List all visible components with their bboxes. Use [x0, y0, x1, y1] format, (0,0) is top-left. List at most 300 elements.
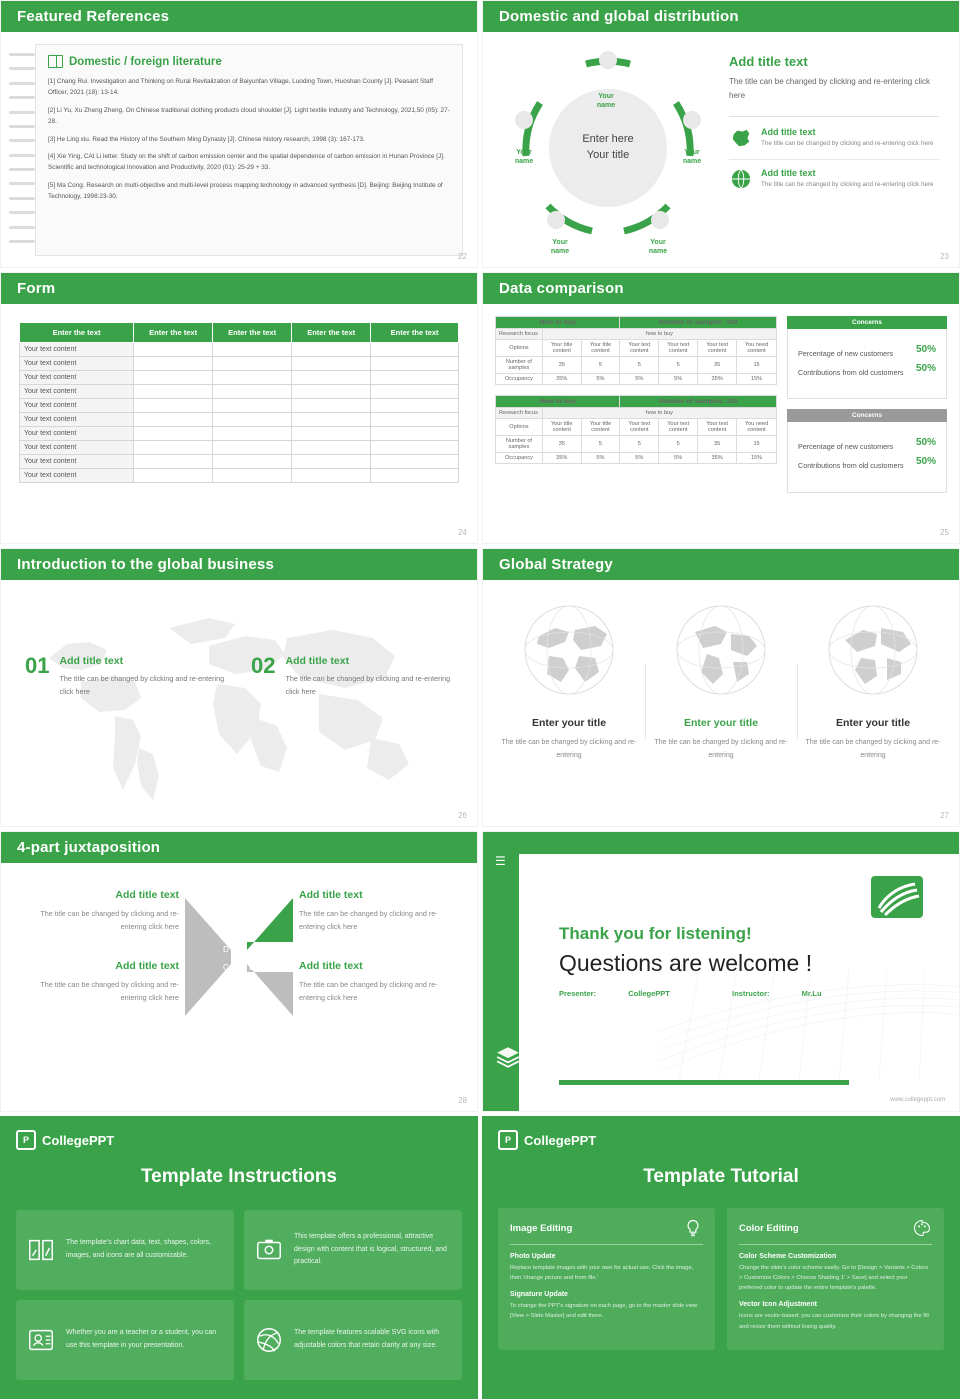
cell: 5%	[581, 453, 620, 464]
table-cell	[292, 455, 371, 469]
tutorial-card	[498, 1208, 715, 1350]
references-body	[1, 32, 477, 256]
strategy-title: Enter your title	[531, 717, 607, 729]
strategy-desc: The title can be changed by clicking and re-entering	[501, 739, 637, 760]
table-row	[20, 441, 459, 455]
concern-label: Contributions from old customers	[798, 461, 904, 471]
table-title-right: Number of samples: 100	[620, 317, 777, 329]
concern-body	[787, 422, 947, 492]
globe-icon	[823, 600, 923, 700]
item-desc: The title can be changed by clicking and re-entering click here	[299, 909, 438, 932]
cell: 5	[581, 357, 620, 374]
slide-featured-references	[0, 0, 478, 268]
slide-global-strategy	[482, 548, 960, 827]
tutorial-card-title: Color Editing	[739, 1222, 799, 1234]
table-row	[496, 419, 777, 436]
node-label-right: Your name	[682, 149, 702, 166]
subtitle-left: Research focus	[496, 408, 543, 419]
slide-header: Global Strategy	[483, 549, 959, 580]
form-table-body	[20, 343, 459, 483]
table-cell: Your text content	[20, 385, 134, 399]
design-icon	[254, 1235, 284, 1265]
table-cell	[292, 399, 371, 413]
cell: 35	[542, 436, 581, 453]
item-title: Add title text	[299, 889, 363, 901]
col-header: Your text content	[620, 340, 659, 357]
divider	[729, 159, 939, 160]
site-url: www.collegeppt.com	[890, 1097, 945, 1103]
table-cell: Your text content	[20, 343, 134, 357]
table-row	[20, 399, 459, 413]
table-title-left: How to buy	[496, 396, 620, 408]
table-cell	[371, 441, 459, 455]
layers-icon-svg	[495, 1044, 521, 1070]
juxt-item	[17, 960, 179, 1005]
table-cell	[213, 371, 292, 385]
strategy-column	[493, 600, 645, 763]
table-cell	[134, 357, 213, 371]
item-desc: The title can be changed by clicking and re-entering click here	[40, 979, 179, 1002]
juxt-item	[299, 889, 461, 934]
col-header: Your text content	[620, 419, 659, 436]
cell: 5	[620, 436, 659, 453]
table-cell	[292, 427, 371, 441]
concern-body	[787, 329, 947, 399]
table-title-row	[496, 317, 777, 329]
feature-desc: The title can be changed by clicking and re-entering click here	[761, 181, 934, 189]
table-header-row	[20, 323, 459, 343]
reference-box-title-text: Domestic / foreign literature	[69, 55, 222, 68]
table-cell	[292, 371, 371, 385]
table-row	[20, 427, 459, 441]
row-header: Number of samples	[496, 357, 543, 374]
presenter-icon	[26, 1325, 56, 1355]
table-row	[496, 436, 777, 453]
table-title-left: How to buy	[496, 317, 620, 329]
section-title: Signature Update	[510, 1291, 568, 1299]
table-cell	[213, 357, 292, 371]
comparison-table	[495, 316, 777, 385]
palette-icon	[912, 1218, 932, 1238]
cell: 35	[698, 357, 737, 374]
section-text: Replace template images with your own for actual use. Click the image, then 'change picture and from file.'	[510, 1265, 694, 1282]
x-shape-diagram	[179, 892, 299, 1027]
page-number: 26	[458, 811, 467, 820]
table-cell	[371, 399, 459, 413]
table-row	[20, 343, 459, 357]
globe-icon	[729, 168, 753, 190]
strategy-columns	[483, 580, 959, 763]
row-header: Number of samples	[496, 436, 543, 453]
instructions-panel	[0, 1116, 478, 1399]
table-title-right: Number of samples: 100	[620, 396, 777, 408]
concern-panel	[787, 409, 947, 492]
item-title: Add title text	[285, 655, 350, 667]
feature-item	[729, 168, 939, 190]
instructor-label: Instructor:	[731, 989, 770, 998]
table-cell	[213, 427, 292, 441]
svg-text:D: D	[223, 945, 229, 955]
node-label-top: Your name	[596, 93, 616, 110]
row-header: Options	[496, 340, 543, 357]
tutorial-section	[739, 1301, 932, 1331]
concern-line	[798, 345, 936, 364]
concern-title: Concerns	[787, 316, 947, 329]
col-header: Your text content	[698, 340, 737, 357]
tutorial-title: Template Tutorial	[643, 1166, 799, 1187]
section-text: Icons are vector-based; you can customize their colors by changing the fill and resize them without losing quality.	[739, 1313, 929, 1330]
concern-value: 50%	[915, 437, 936, 449]
table-cell	[213, 399, 292, 413]
form-table	[19, 322, 459, 483]
globe-icon	[519, 600, 619, 700]
table-row	[20, 357, 459, 371]
tutorial-cards	[482, 1188, 960, 1350]
brand-name: CollegePPT	[524, 1132, 597, 1148]
table-cell: Your text content	[20, 413, 134, 427]
cell: 35%	[542, 374, 581, 385]
tutorial-panel	[482, 1116, 960, 1399]
section-title: Photo Update	[510, 1253, 556, 1260]
brand	[482, 1116, 960, 1150]
panel-desc: The title can be changed by clicking and re-entering click here	[729, 77, 930, 100]
column-header: Enter the text	[371, 323, 459, 343]
chart-icon	[26, 1235, 56, 1265]
table-cell	[134, 371, 213, 385]
table-cell	[371, 427, 459, 441]
section-title: Vector Icon Adjustment	[739, 1301, 817, 1309]
concern-line	[798, 438, 936, 457]
juxt-item	[17, 889, 179, 934]
table-row	[20, 455, 459, 469]
concern-value: 50%	[915, 362, 936, 374]
instructor-value: Mr.Lu	[801, 989, 822, 998]
col-header: You need content	[737, 340, 777, 357]
svg-text:B: B	[249, 963, 255, 973]
distribution-body	[483, 32, 959, 263]
divider	[729, 116, 939, 117]
comparison-table	[495, 395, 777, 464]
brand	[0, 1116, 478, 1150]
table-cell	[213, 385, 292, 399]
table-cell	[292, 413, 371, 427]
tutorial-card-header	[739, 1218, 932, 1245]
table-row	[496, 374, 777, 385]
row-header: Occupancy	[496, 453, 543, 464]
slide-header: Introduction to the global business	[1, 549, 477, 580]
reference-item: [1] Chang Rui. Investigation and Thinking on Rural Revitalization of Baiyunfan Village, Luoding Town, Huoshan County [J]. Peasant Staff Officer, 2021 (18): 13-14.	[48, 78, 433, 97]
mesh-grid-decoration	[659, 961, 959, 1081]
reference-item: [5] Ma Cong. Research on multi-objective and multi-level process mapping technology in advanced synthesis [D]. Beijing: Beijing Institute of Technology, 1998:23-30.	[48, 181, 443, 201]
table-row	[20, 413, 459, 427]
spiral-binding-icon	[9, 44, 35, 256]
strategy-column	[645, 600, 797, 763]
concern-label: Percentage of new customers	[798, 349, 894, 358]
table-row	[20, 371, 459, 385]
table-cell	[371, 469, 459, 483]
leaf-logo-icon	[869, 874, 925, 920]
instruction-card	[16, 1210, 234, 1290]
concern-value: 50%	[915, 456, 936, 468]
slide-header: Data comparison	[483, 273, 959, 304]
presenter-value: CollegePPT	[628, 989, 670, 998]
table-cell	[292, 441, 371, 455]
subtitle-right: how to buy	[542, 408, 776, 419]
cell: 5%	[620, 453, 659, 464]
cell: 5	[659, 436, 698, 453]
table-row	[20, 469, 459, 483]
concern-title: Concerns	[787, 409, 947, 422]
page-number: 27	[940, 811, 949, 820]
col-header: Your text content	[659, 340, 698, 357]
tutorial-section	[739, 1253, 932, 1293]
item-title: Add title text	[299, 959, 363, 972]
table-cell: Your text content	[20, 455, 134, 469]
cell: 15	[737, 436, 777, 453]
slide-form	[0, 272, 478, 544]
cell: 35%	[698, 374, 737, 385]
feature-title: Add title text	[761, 168, 816, 179]
tutorial-section	[510, 1253, 703, 1283]
instruction-text: Whether you are a teacher or a student, you can use this template in your presentation.	[66, 1329, 217, 1349]
subtitle-left: Research focus	[496, 329, 543, 340]
reference-item: [2] Li Yu, Xu Zheng Zheng. On Chinese traditional clothing products cloud shoulder [J]. Light textile Industry and Technology, 2021,50 (05): 27-28.	[48, 106, 450, 125]
column-header: Enter the text	[134, 323, 213, 343]
slide-template-instructions	[0, 1116, 478, 1399]
item-title: Add title text	[115, 959, 179, 972]
numbered-item	[251, 655, 453, 699]
concern-line	[798, 364, 936, 383]
strategy-column	[797, 600, 949, 763]
cell: 5	[581, 436, 620, 453]
table-cell	[371, 413, 459, 427]
brand-mark-icon: P	[16, 1130, 36, 1150]
left-column	[17, 889, 179, 1030]
cell: 15%	[737, 453, 777, 464]
table-cell	[134, 469, 213, 483]
node-label-bottom-right: Your name	[648, 239, 668, 256]
col-header: Your title content	[581, 419, 620, 436]
page-number: 23	[940, 252, 949, 261]
table-cell	[292, 357, 371, 371]
page-number: 25	[940, 528, 949, 537]
tutorial-card-title: Image Editing	[510, 1222, 573, 1234]
table-subtitle-row	[496, 329, 777, 340]
table-cell: Your text content	[20, 441, 134, 455]
column-header: Enter the text	[20, 323, 134, 343]
global-items	[1, 580, 477, 699]
table-cell	[134, 343, 213, 357]
bulb-icon	[683, 1218, 703, 1238]
table-cell: Your text content	[20, 357, 134, 371]
item-title: Add title text	[59, 655, 124, 667]
cell: 15%	[737, 374, 777, 385]
table-cell: Your text content	[20, 427, 134, 441]
table-cell	[213, 413, 292, 427]
feature-item	[729, 127, 939, 149]
feature-title: Add title text	[761, 127, 816, 138]
tutorial-section	[510, 1291, 703, 1321]
table-cell	[213, 441, 292, 455]
node-label-bottom-left: Your name	[550, 239, 570, 256]
slide-header: Featured References	[1, 1, 477, 32]
column-header: Enter the text	[292, 323, 371, 343]
china-map-icon	[729, 127, 753, 149]
svg-icon	[254, 1325, 284, 1355]
strategy-desc: The tile can be changed by clicking and re-entering	[654, 739, 788, 760]
table-cell	[134, 413, 213, 427]
table-cell	[134, 427, 213, 441]
reference-item: [3] He Ling xiu. Read the History of the Southern Ming Dynasty [J]. Chinese history research, 1998 (3): 167-173.	[48, 135, 365, 143]
strategy-title: Enter your title	[683, 717, 759, 729]
cell: 5	[620, 357, 659, 374]
table-cell	[292, 469, 371, 483]
item-desc: The title can be changed by clicking and re-entering click here	[59, 674, 225, 697]
table-subtitle-row	[496, 408, 777, 419]
page-number: 28	[458, 1096, 467, 1105]
cell: 5%	[659, 374, 698, 385]
section-text: To change the PPT's signature on each page, go to the master slide view [View > Slide Master] and edit there.	[510, 1303, 698, 1320]
right-column	[299, 889, 461, 1030]
table-cell	[213, 343, 292, 357]
cell: 35	[698, 436, 737, 453]
cell: 15	[737, 357, 777, 374]
table-cell	[134, 441, 213, 455]
table-row	[496, 357, 777, 374]
book-icon	[48, 55, 63, 68]
slide-domestic-global-distribution	[482, 0, 960, 268]
col-header: Your title content	[542, 340, 581, 357]
table-cell	[292, 343, 371, 357]
instruction-cards	[0, 1188, 478, 1380]
section-text: Change the slide's color scheme easily. Go to [Design > Variants > Colors > Customize Colors > Choose Shading 1' > Save] and select your preferred color to update the entire template's palette.	[739, 1265, 929, 1292]
node-label-left: Your name	[514, 149, 534, 166]
instruction-card	[16, 1300, 234, 1380]
row-header: Occupancy	[496, 374, 543, 385]
cell: 35%	[542, 453, 581, 464]
col-header: Your text content	[659, 419, 698, 436]
instruction-text: The template's chart data, text, shapes, colors, images, and icons are all customizable.	[66, 1239, 211, 1259]
cell: 5%	[620, 374, 659, 385]
instructions-title: Template Instructions	[140, 1166, 337, 1187]
svg-text:A: A	[249, 945, 255, 955]
instruction-text: The template features scalable SVG icons with adjustable colors that retain clarity at any size.	[294, 1329, 440, 1349]
instruction-text: This template offers a professional, attractive design with content that is logical, structured, and practical.	[294, 1232, 447, 1266]
brand-name: CollegePPT	[42, 1132, 115, 1148]
table-cell: Your text content	[20, 469, 134, 483]
form-table-wrap	[1, 304, 477, 483]
table-title-row	[496, 396, 777, 408]
slide-global-business-intro	[0, 548, 478, 827]
table-cell	[134, 399, 213, 413]
numbered-item	[25, 655, 227, 699]
cell: 5%	[581, 374, 620, 385]
thank-you-background	[483, 832, 959, 1111]
x-diagram-icon	[179, 892, 299, 1022]
panel-title: Add title text	[729, 54, 808, 69]
thanks-line: Thank you for listening!	[559, 924, 752, 943]
table-cell	[371, 371, 459, 385]
brand-mark-icon: P	[498, 1130, 518, 1150]
concern-panel	[787, 316, 947, 399]
juxtaposition-body	[1, 863, 477, 1030]
table-cell	[371, 343, 459, 357]
reference-box	[35, 44, 463, 256]
cell: 35%	[698, 453, 737, 464]
column-header: Enter the text	[213, 323, 292, 343]
item-desc: The title can be changed by clicking and re-entering click here	[299, 979, 438, 1002]
slide-data-comparison	[482, 272, 960, 544]
instruction-card	[244, 1300, 462, 1380]
concern-value: 50%	[915, 344, 936, 355]
center-line-1: Enter here	[582, 132, 634, 145]
col-header: You need content	[737, 419, 777, 436]
concern-label: Contributions from old customers	[798, 367, 904, 377]
cell: 5%	[659, 453, 698, 464]
table-row	[496, 453, 777, 464]
cell: 5	[659, 357, 698, 374]
row-header: Options	[496, 419, 543, 436]
item-number: 02	[251, 653, 276, 678]
thank-you-card	[519, 854, 959, 1111]
data-comparison-body	[483, 304, 959, 493]
item-number: 01	[25, 653, 50, 678]
hamburger-icon: ☰	[495, 854, 506, 868]
item-desc: The title can be changed by clicking and re-entering click here	[40, 909, 179, 932]
table-cell	[371, 357, 459, 371]
table-cell	[371, 455, 459, 469]
page-number: 24	[458, 528, 467, 537]
juxt-item	[299, 960, 461, 1005]
concern-panels	[787, 316, 947, 493]
tutorial-card-header	[510, 1218, 703, 1245]
feature-desc: The title can be changed by clicking and re-entering click here	[761, 140, 934, 148]
cell: 35	[542, 357, 581, 374]
col-header: Your text content	[698, 419, 737, 436]
distribution-text-panel	[723, 40, 949, 255]
globe-icon	[671, 600, 771, 700]
table-cell	[213, 455, 292, 469]
subtitle-right: how to buy	[542, 329, 776, 340]
presenter-label: Presenter:	[559, 989, 597, 998]
svg-text:C: C	[223, 963, 229, 973]
circular-diagram	[493, 40, 723, 255]
table-cell: Your text content	[20, 371, 134, 385]
comparison-tables	[495, 316, 777, 493]
strategy-desc: The title can be changed by clicking and re-entering	[805, 739, 941, 760]
concern-line	[798, 457, 936, 476]
table-cell	[292, 385, 371, 399]
strategy-title: Enter your title	[835, 717, 911, 729]
slide-header: Form	[1, 273, 477, 304]
brand-logo-icon	[869, 874, 925, 925]
reference-item: [4] Xie Ying, CAI Li letter. Study on the shift of carbon emission center and the spatial dependence of carbon emission in Hunan Province [J]. Scientific and technological Innovation and Productivity, 2020 (01): 25-29 + 33.	[48, 153, 445, 172]
table-row	[20, 385, 459, 399]
col-header: Your title content	[542, 419, 581, 436]
table-cell: Your text content	[20, 399, 134, 413]
item-desc: The title can be changed by clicking and re-entering click here	[285, 674, 451, 697]
tutorial-card	[727, 1208, 944, 1350]
table-cell	[213, 469, 292, 483]
concern-label: Percentage of new customers	[798, 442, 894, 452]
reference-box-title	[48, 55, 450, 68]
slide-template-tutorial	[482, 1116, 960, 1399]
accent-bar	[559, 1080, 849, 1085]
slide-4-part-juxtaposition	[0, 831, 478, 1112]
slide-thank-you	[482, 831, 960, 1112]
item-title: Add title text	[115, 889, 179, 901]
slide-header: Domestic and global distribution	[483, 1, 959, 32]
